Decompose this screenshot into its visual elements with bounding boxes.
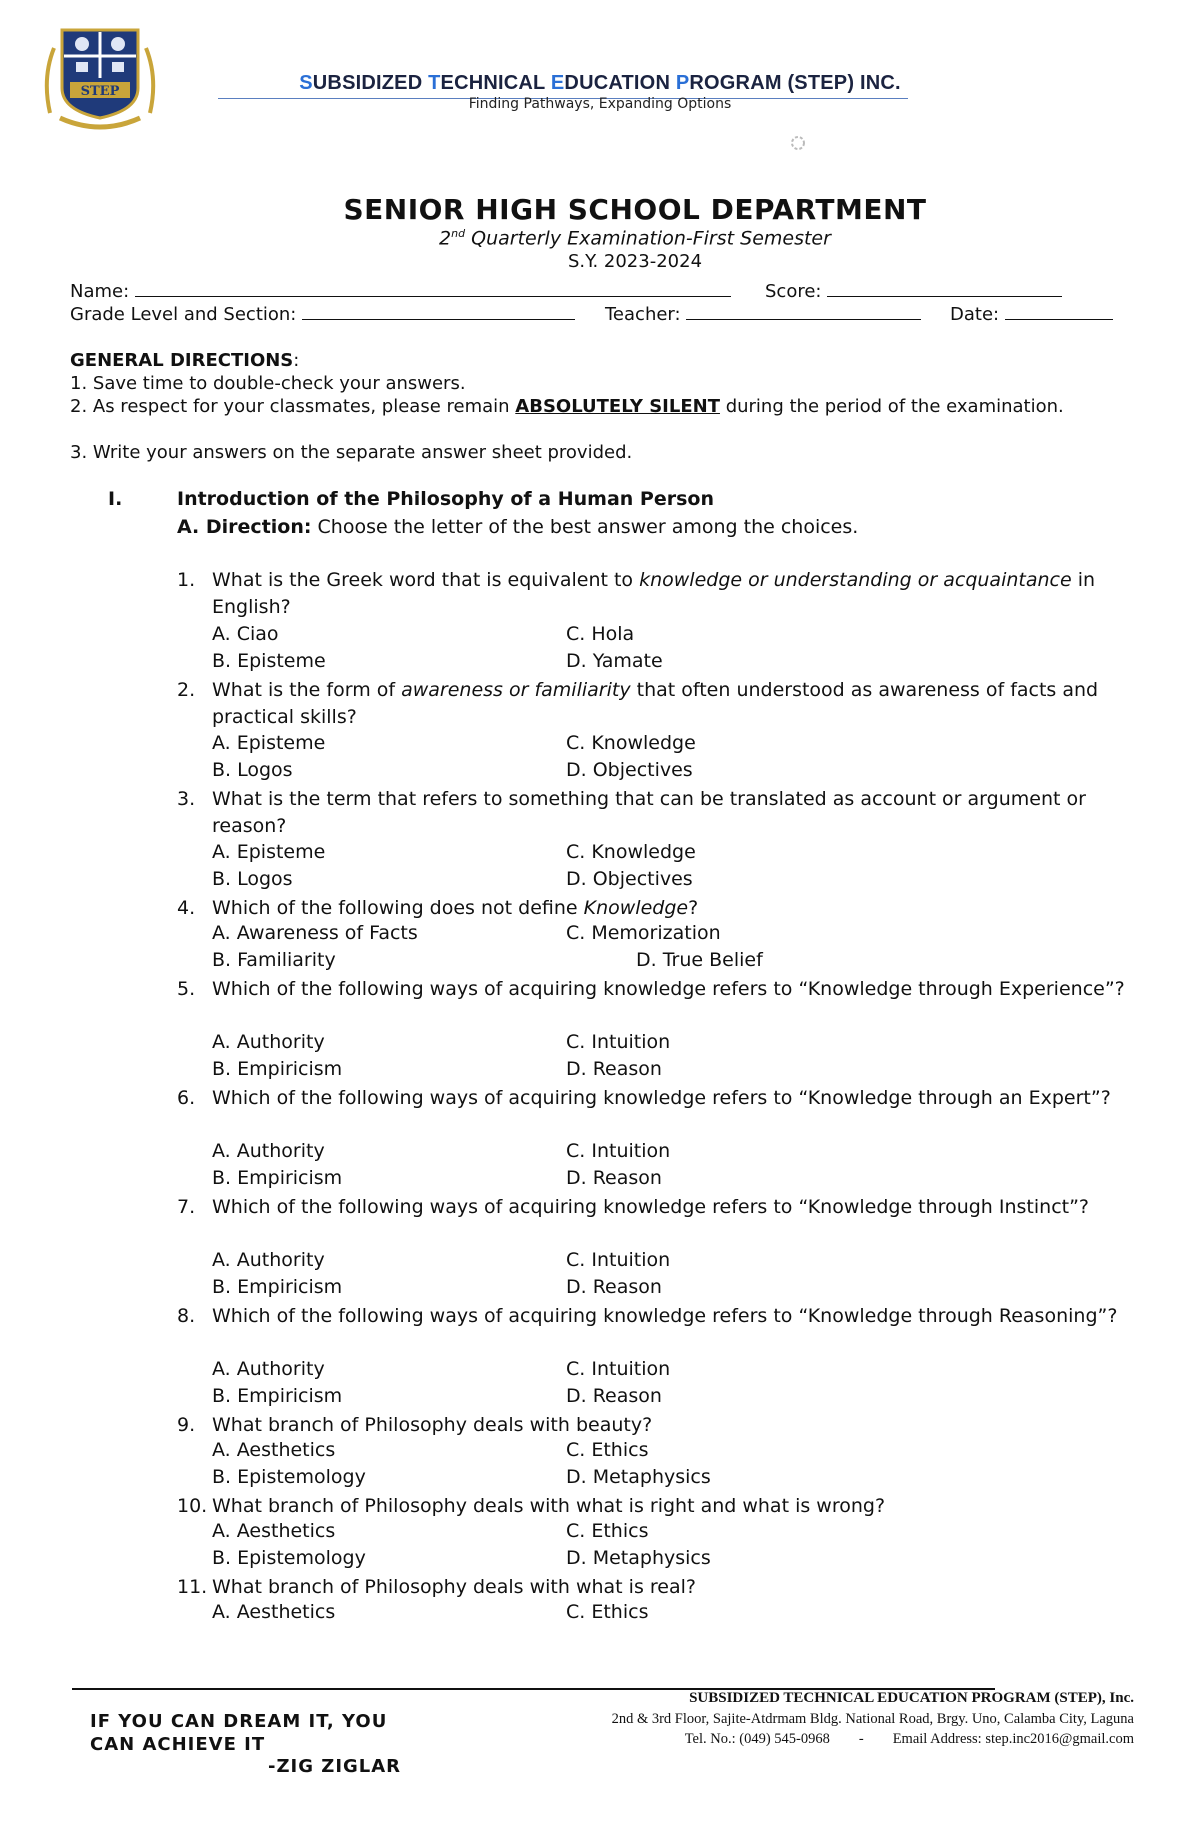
date-label: Date: [950,304,1000,325]
choice-a: A. Aesthetics [212,1520,336,1542]
choice-a: A. Authority [212,1031,325,1053]
choice-a: A. Authority [212,1358,325,1380]
choice-c: C. Knowledge [566,841,696,863]
score-field-row [765,280,1062,302]
choice-a: A. Aesthetics [212,1439,336,1461]
question-item: 9. What branch of Philosophy deals with beauty? [177,1414,653,1436]
question-item: 11. What branch of Philosophy deals with what is real? [177,1576,696,1598]
footer-contact: Tel. No.: (049) 545-0968 - Email Address: step.inc2016@gmail.com [684,1731,1134,1747]
choice-b: B. Epistemology [212,1466,366,1488]
choice-a: A. Authority [212,1140,325,1162]
choice-b: B. Episteme [212,650,326,672]
footer-address: 2nd & 3rd Floor, Sajite-Atdrmam Bldg. National Road, Brgy. Uno, Calamba City, Laguna [611,1711,1134,1727]
date-field-row [950,303,1113,325]
direction-item: 2. As respect for your classmates, please remain ABSOLUTELY SILENT during the period of the examination. [70,396,1064,417]
question-item: 4. Which of the following does not define Knowledge? [177,897,699,919]
choice-c: C. Intuition [566,1140,671,1162]
choice-c: C. Intuition [566,1358,671,1380]
choice-a: A. Episteme [212,732,326,754]
choice-a: A. Aesthetics [212,1601,336,1623]
choice-a: A. Ciao [212,623,279,645]
choice-c: C. Ethics [566,1601,649,1623]
footer-quote: IF YOU CAN DREAM IT, YOU CAN ACHIEVE IT [90,1711,388,1755]
school-year: S.Y. 2023-2024 [567,251,703,272]
name-field-row [70,280,731,302]
logo-text: STEP [80,84,120,99]
quote-author: -ZIG ZIGLAR [268,1756,402,1777]
teacher-label: Teacher: [605,304,681,325]
teacher-field-row [605,303,921,325]
question-item: 3. What is the term that refers to something that can be translated as account or argument or reason? [177,788,1086,837]
section-number: I. [108,488,123,510]
choice-b: B. Logos [212,759,293,781]
direction-item: 1. Save time to double-check your answers. [70,373,466,394]
teacher-blank[interactable] [686,303,921,320]
tagline: Finding Pathways, Expanding Options [468,96,732,112]
question-item: 5. Which of the following ways of acquiring knowledge refers to “Knowledge through Experience”? [177,978,1125,1000]
choice-d: D. Reason [566,1058,662,1080]
question-item: 1. What is the Greek word that is equivalent to knowledge or understanding or acquaintance in English? [177,569,1096,618]
score-label: Score: [765,281,822,302]
choice-c: C. Ethics [566,1520,649,1542]
choice-c: C. Hola [566,623,635,645]
section-direction: A. Direction: Choose the letter of the best answer among the choices. [177,516,859,538]
section-title: Introduction of the Philosophy of a Human Person [177,488,714,510]
choice-c: C. Intuition [566,1031,671,1053]
question-item: 6. Which of the following ways of acquiring knowledge refers to “Knowledge through an Expert”? [177,1087,1111,1109]
choice-c: C. Intuition [566,1249,671,1271]
choice-d: D. Metaphysics [566,1466,711,1488]
choice-c: C. Ethics [566,1439,649,1461]
org-name: SUBSIDIZED TECHNICAL EDUCATION PROGRAM (STEP) INC. [299,72,901,94]
footer-email: Email Address: step.inc2016@gmail.com [892,1731,1134,1747]
choice-d: D. Objectives [566,868,693,890]
choice-a: A. Episteme [212,841,326,863]
question-item: 7. Which of the following ways of acquiring knowledge refers to “Knowledge through Instinct”? [177,1196,1090,1218]
choice-d: D. Reason [566,1167,662,1189]
choice-c: C. Memorization [566,922,721,944]
choice-b: B. Familiarity [212,949,336,971]
choice-d: D. True Belief [636,949,763,971]
choice-d: D. Objectives [566,759,693,781]
choice-d: D. Reason [566,1276,662,1298]
name-label: Name: [70,281,130,302]
footer-tel: Tel. No.: (049) 545-0968 [684,1731,830,1747]
choice-a: A. Awareness of Facts [212,922,418,944]
page-title: SENIOR HIGH SCHOOL DEPARTMENT [343,193,927,226]
footer-org-name: SUBSIDIZED TECHNICAL EDUCATION PROGRAM (STEP), Inc. [689,1690,1134,1706]
general-directions-title: GENERAL DIRECTIONS: [70,350,300,371]
date-blank[interactable] [1005,303,1113,320]
score-blank[interactable] [827,280,1062,297]
direction-item: 3. Write your answers on the separate answer sheet provided. [70,442,633,463]
question-item: 2. What is the form of awareness or familiarity that often understood as awareness of facts and practical skills? [177,679,1099,728]
choice-b: B. Empiricism [212,1385,343,1407]
choice-c: C. Knowledge [566,732,696,754]
choice-b: B. Empiricism [212,1167,343,1189]
choice-d: D. Yamate [566,650,663,672]
choice-b: B. Epistemology [212,1547,366,1569]
choice-d: D. Metaphysics [566,1547,711,1569]
name-blank[interactable] [135,280,731,297]
grade-section-row [70,303,575,325]
choice-b: B. Logos [212,868,293,890]
exam-title: 2nd Quarterly Examination-First Semester [439,227,831,250]
choice-a: A. Authority [212,1249,325,1271]
grade-section-label: Grade Level and Section: [70,304,297,325]
question-item: 8. Which of the following ways of acquiring knowledge refers to “Knowledge through Reasoning”? [177,1305,1118,1327]
choice-d: D. Reason [566,1385,662,1407]
choice-b: B. Empiricism [212,1276,343,1298]
question-item: 10. What branch of Philosophy deals with what is right and what is wrong? [177,1495,886,1517]
loading-icon [790,135,806,151]
grade-section-blank[interactable] [302,303,575,320]
choice-b: B. Empiricism [212,1058,343,1080]
